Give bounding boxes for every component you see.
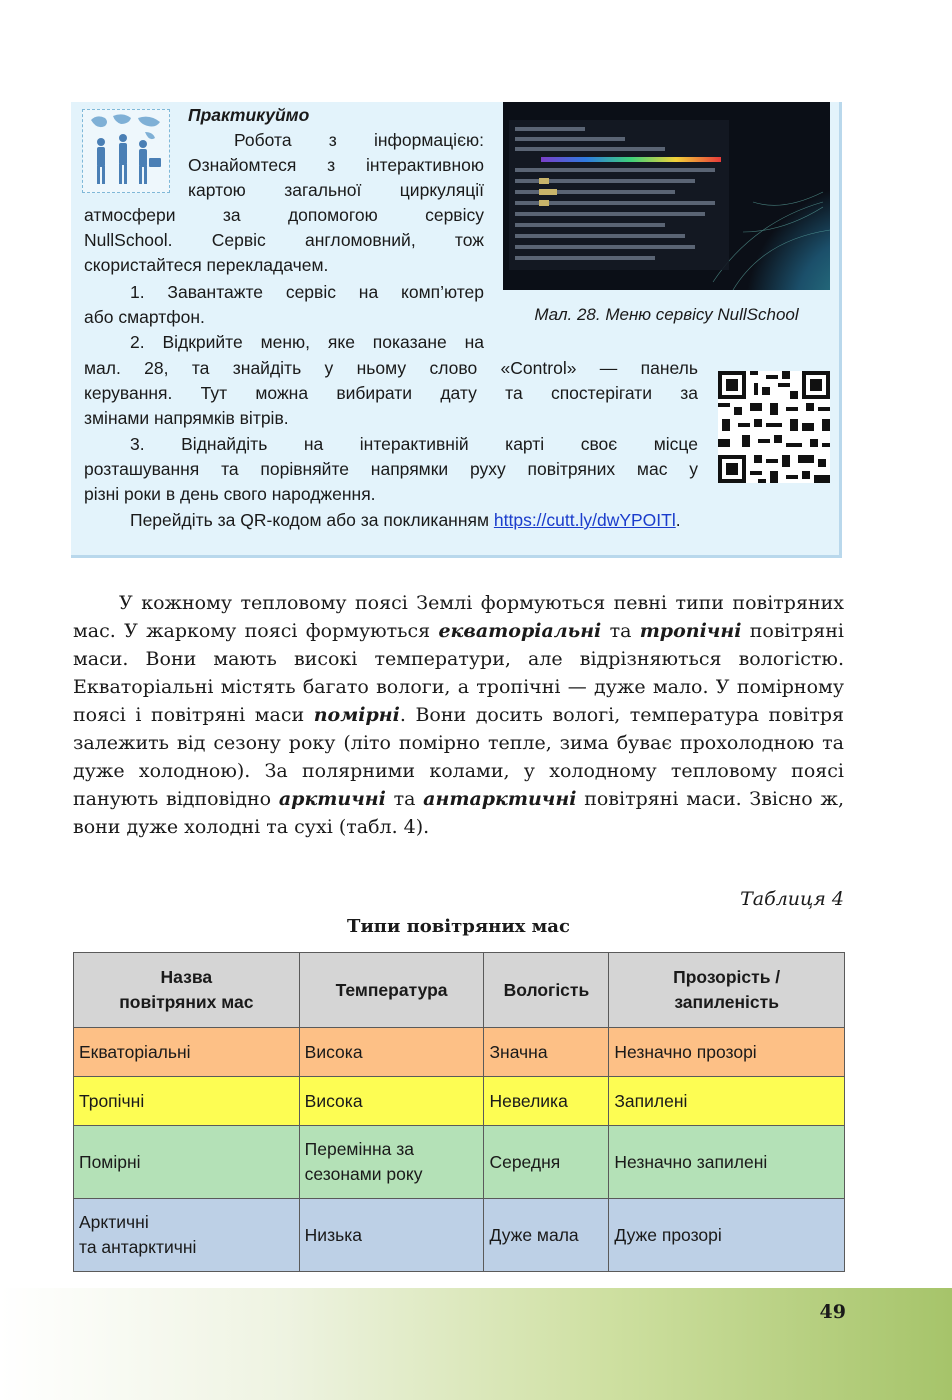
intro-line: Ознайомтеся з інтерактивною: [188, 155, 484, 175]
term-temperate: помірні: [313, 704, 400, 726]
nullschool-link[interactable]: https://cutt.ly/dwYPOITl: [493, 510, 676, 530]
footer-band: [0, 1288, 952, 1400]
table-cell: Тропічні: [74, 1077, 300, 1126]
table-cell: Запилені: [609, 1077, 845, 1126]
header-cell: Вологість: [484, 953, 609, 1028]
step-line: розташування та порівняйте напрямки руху повітряних мас у: [84, 459, 698, 479]
table-cell: Перемінна за сезонами року: [299, 1126, 484, 1199]
step-line: 2. Відкрийте меню, яке показане на: [130, 332, 484, 352]
step-line: 1. Завантажте сервіс на комп’ютер: [130, 282, 484, 302]
table-cell: Арктичні та антарктичні: [74, 1199, 300, 1272]
qr-instruction: Перейдіть за QR-кодом або за покликанням https://cutt.ly/dwYPOITl.: [130, 510, 681, 530]
table-title: Типи повітряних мас: [347, 916, 570, 937]
table-cell: Низька: [299, 1199, 484, 1272]
intro-line: атмосфери за допомогою сервісу: [84, 205, 484, 225]
table-cell: Незначно запилені: [609, 1126, 845, 1199]
term-antarctic: антарктичні: [423, 788, 577, 810]
intro-line: картою загальної циркуляції: [188, 180, 484, 200]
practice-title: Практикуймо: [188, 105, 310, 125]
table-label: Таблиця 4: [740, 888, 844, 910]
table-cell: Невелика: [484, 1077, 609, 1126]
table-row: [74, 1077, 845, 1126]
table-row: [74, 1028, 845, 1077]
table-cell: Екваторіальні: [74, 1028, 300, 1077]
table-header-row: [74, 953, 845, 1028]
table-cell: Висока: [299, 1028, 484, 1077]
header-cell: Температура: [299, 953, 484, 1028]
table-cell: Дуже прозорі: [609, 1199, 845, 1272]
term-equatorial: екваторіальні: [438, 620, 602, 642]
step-line: різні роки в день свого народження.: [84, 484, 376, 504]
term-arctic: арктичні: [278, 788, 386, 810]
table-cell: Середня: [484, 1126, 609, 1199]
step-line: керування. Тут можна вибирати дату та спостерігати за: [84, 383, 698, 403]
term-tropical: тропічні: [639, 620, 742, 642]
step-line: мал. 28, та знайдіть у ньому слово «Control» — панель: [84, 358, 698, 378]
step-line: або смартфон.: [84, 307, 205, 327]
table-cell: Висока: [299, 1077, 484, 1126]
figure-caption: Мал. 28. Меню сервісу NullSchool: [534, 305, 799, 324]
nullschool-menu-image: [503, 102, 830, 290]
intro-line: скористайтеся перекладачем.: [84, 255, 329, 275]
air-masses-table: [73, 952, 845, 1272]
table-row: [74, 1199, 845, 1272]
table-cell: Значна: [484, 1028, 609, 1077]
step-line: 3. Віднайдіть на інтерактивній карті своє місце: [130, 434, 698, 454]
main-paragraph: У кожному тепловому поясі Землі формуються певні типи повітряних мас. У жаркому поясі формуються екваторіальні та тропічні повітряні маси. Вони мають високі температури, але відрізняються вологістю. Екваторіальні містять багато вологи, а тропічні — дуже мало. У помірному поясі і повітряні маси помірні. Вони досить вологі, температура повітря залежить від сезону року (літо помірно тепле, зима буває прохолодною та дуже холодною). За полярними колами, у холодному тепловому поясі панують відповідно арктичні та антарктичні повітряні маси. Звісно ж, вони дуже холодні та сухі (табл. 4).: [73, 592, 844, 838]
intro-line: NullSchool. Сервіс англомовний, тож: [84, 230, 484, 250]
header-cell: Прозорість / запиленість: [609, 953, 845, 1028]
intro-line: Робота з інформацією:: [234, 130, 484, 150]
header-cell: Назва повітряних мас: [74, 953, 300, 1028]
main-text: [73, 589, 844, 841]
table-cell: Незначно прозорі: [609, 1028, 845, 1077]
table-cell: Помірні: [74, 1126, 300, 1199]
step-line: змінами напрямків вітрів.: [84, 408, 289, 428]
qr-code-icon: [718, 371, 830, 483]
table-row: [74, 1126, 845, 1199]
page-number: 49: [819, 1301, 846, 1323]
table-cell: Дуже мала: [484, 1199, 609, 1272]
people-map-icon: [82, 109, 170, 193]
